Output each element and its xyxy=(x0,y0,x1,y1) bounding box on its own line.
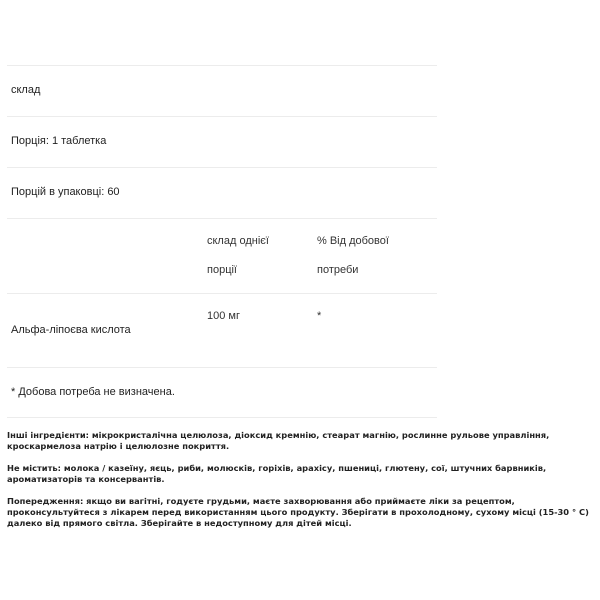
servings-per-container-row xyxy=(7,167,437,218)
warning: Попередження: якщо ви вагітні, годуєте грудьми, маєте захворювання або приймаєте ліки за рецептом, проконсультуйтеся з лікарем перед використанням цього продукту. Зберігати в прохолодному, сухому місці (15-30 ° C) далеко від прямого світла. Зберігайте в недоступному для дітей місці. xyxy=(7,496,589,528)
amount-per-serving-header xyxy=(207,227,307,285)
additional-info xyxy=(7,430,597,540)
serving-size: Порція: 1 таблетка xyxy=(11,135,107,147)
ingredient-amount: 100 мг xyxy=(207,310,240,322)
ingredient-name: Альфа-ліпоєва кислота xyxy=(11,324,131,336)
servings-per-container: Порцій в упаковці: 60 xyxy=(11,186,120,198)
header-text: порції xyxy=(207,264,237,276)
table-header-row xyxy=(7,218,437,293)
other-ingredients: Інші інгредієнти: мікрокристалічна целюлоза, діоксид кремнію, стеарат магнію, рослинне рульове управління, кроскармелоза натрію і целюлозне покриття. xyxy=(7,430,550,451)
section-title: склад xyxy=(11,84,41,96)
header-text: % Від добової xyxy=(317,235,389,247)
header-text: потреби xyxy=(317,264,359,276)
supplement-facts-table xyxy=(7,65,437,418)
footnote: * Добова потреба не визначена. xyxy=(11,386,175,398)
section-title-row xyxy=(7,65,437,116)
table-row xyxy=(7,293,437,367)
serving-size-row xyxy=(7,116,437,167)
free-from: Не містить: молока / казеїну, яєць, риби, молюсків, горіхів, арахісу, пшениці, глютену, сої, штучних барвників, ароматизаторів та консервантів. xyxy=(7,463,547,484)
daily-value-header xyxy=(317,227,427,285)
ingredient-daily-value: * xyxy=(317,310,322,322)
footnote-row xyxy=(7,367,437,418)
header-text: склад однієї xyxy=(207,235,269,247)
